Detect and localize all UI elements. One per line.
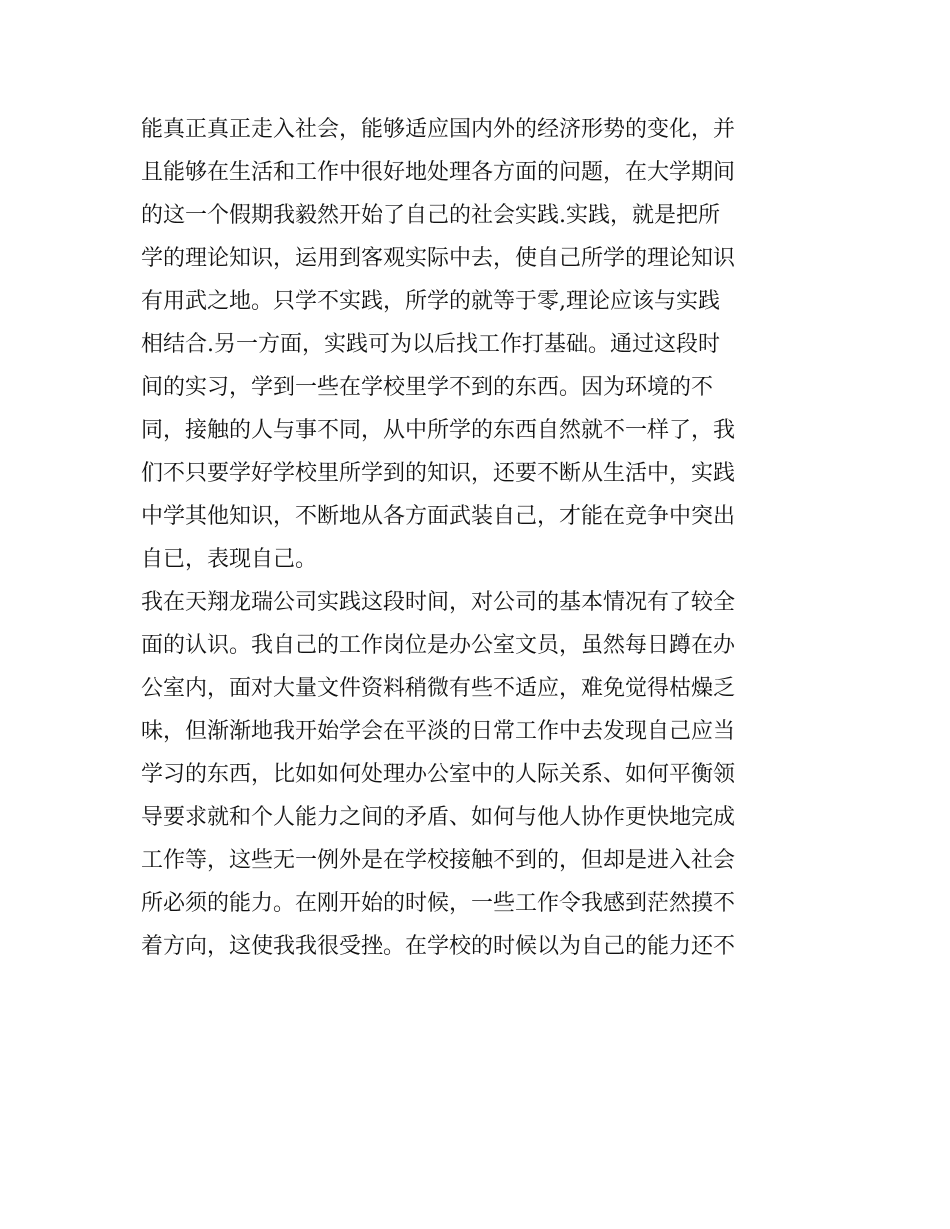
text-line: 我在天翔龙瑞公司实践这段时间，对公司的基本情况有了较全: [141, 590, 736, 615]
text-line: 工作等，这些无一例外是在学校接触不到的，但却是进入社会: [141, 848, 736, 873]
text-line: 所必须的能力。在刚开始的时候，一些工作令我感到茫然摸不: [141, 891, 736, 916]
text-line: 面的认识。我自己的工作岗位是办公室文员，虽然每日蹲在办: [141, 633, 736, 658]
text-line: 学习的东西，比如如何处理办公室中的人际关系、如何平衡领: [141, 762, 736, 787]
text-line: 有用武之地。只学不实践，所学的就等于零,理论应该与实践: [141, 289, 720, 314]
text-line: 们不只要学好学校里所学到的知识，还要不断从生活中，实践: [141, 461, 736, 486]
text-line: 同，接触的人与事不同，从中所学的东西自然就不一样了，我: [141, 418, 736, 443]
text-line: 的这一个假期我毅然开始了自己的社会实践.实践，就是把所: [141, 203, 720, 228]
text-line: 中学其他知识，不断地从各方面武装自己，才能在竞争中突出: [141, 504, 736, 529]
text-line: 且能够在生活和工作中很好地处理各方面的问题，在大学期间: [141, 160, 736, 185]
text-line: 学的理论知识，运用到客观实际中去，使自己所学的理论知识: [141, 246, 736, 271]
text-line: 着方向，这使我我很受挫。在学校的时候以为自己的能力还不: [141, 934, 736, 959]
text-line: 相结合.另一方面，实践可为以后找工作打基础。通过这段时: [141, 332, 720, 357]
text-line: 能真正真正走入社会，能够适应国内外的经济形势的变化，并: [141, 117, 736, 142]
text-line: 间的实习，学到一些在学校里学不到的东西。因为环境的不: [141, 375, 714, 400]
text-line: 自已，表现自己。: [141, 547, 318, 572]
text-line: 公室内，面对大量文件资料稍微有些不适应，难免觉得枯燥乏: [141, 676, 736, 701]
text-line: 导要求就和个人能力之间的矛盾、如何与他人协作更快地完成: [141, 805, 736, 830]
text-line: 味，但渐渐地我开始学会在平淡的日常工作中去发现自己应当: [141, 719, 736, 744]
body-text: [141, 109, 821, 969]
